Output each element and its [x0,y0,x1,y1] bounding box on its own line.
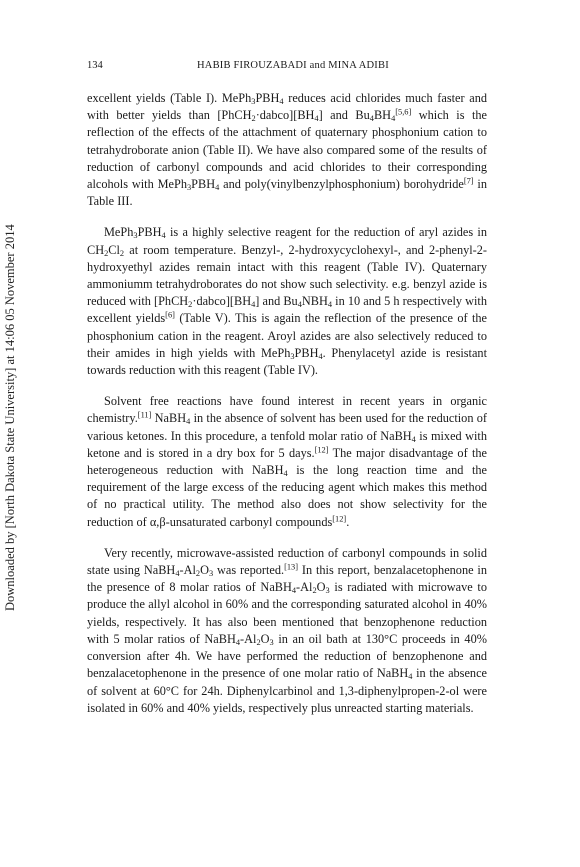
subscript-text: 4 [291,586,297,596]
running-header [87,58,487,74]
subscript-text: 3 [290,351,295,361]
download-watermark: Downloaded by [North Dakota State University] at 14:06 05 November 2014 [3,224,17,611]
subscript-text: 4 [215,183,220,193]
subscript-text: 4 [369,114,374,124]
subscript-text: 4 [186,417,191,427]
subscript-text: 2 [119,248,125,258]
subscript-text: 4 [314,114,319,124]
subscript-text: 4 [175,569,180,579]
subscript-text: 4 [283,469,288,479]
subscript-text: 3 [269,637,274,647]
superscript-citation: [13] [284,562,299,572]
subscript-text: 2 [312,586,317,596]
subscript-text: 4 [251,300,256,310]
paragraph: $MePh_3PBH_4$ is a highly selective reagent for the reduction of aryl azides in $CH_2Cl_2$ at room temperature. Benzyl-, 2-hydroxycyclohexyl-, and 2-phenyl-2-hydroxyethyl azides remain intact with this reagent (Table IV). Quaternary ammoniumm tetrahydroborates do not show such selectivity. e.g. benzyl azide is reduced with $[PhCH_2\cdot dabco][BH_4]$ and $Bu_4NBH_4$ in 10 and 5 h respectively with excellent yields[6] (Table V). This is again the reflection of the presence of the phosphonium cation in the reagent. Aroyl azides are also selectively reduced to their amides in high yields with $MePh_3PBH_4$. Phenylacetyl azide is resistant towards reduction with this reagent (Table IV). [87,225,488,378]
subscript-text: 4 [408,672,413,682]
superscript-citation: [12] [314,445,329,455]
page-number: 134 [87,60,103,71]
superscript-citation: [11] [137,410,152,420]
subscript-text: 2 [104,248,109,258]
subscript-text: 2 [195,569,201,579]
subscript-text: 4 [391,114,396,124]
subscript-text: 3 [133,231,138,241]
subscript-text: 4 [161,231,166,241]
superscript-citation: [5,6] [395,107,412,117]
subscript-text: 4 [235,637,241,647]
subscript-text: 4 [327,300,333,310]
subscript-text: 4 [297,300,302,310]
running-title: HABIB FIROUZABADI and MINA ADIBI [197,60,389,71]
paragraph: excellent yields (Table I). $MePh_3PBH_4$ reduces acid chlorides much faster and with better yields than $[PhCH_2\cdot dabco][BH_4]$ and $Bu_4BH_4[5,6]$ which is the reflection of the effects of the attachment of quaternary phosphonium cation to tetrahydroborate anion (Table II). We have also compared some of the results of reduction of carbonyl compounds and acid chlorides to their corresponding alcohols with $MePh_3PBH_4$ and poly(vinylbenzylphosphonium) borohydride[7] in Table III. [87,91,488,209]
article-body [87,90,487,717]
superscript-citation: [7] [463,176,474,186]
superscript-citation: [6] [165,310,175,320]
subscript-text: 4 [279,97,284,107]
subscript-text: 2 [251,114,256,124]
subscript-text: 3 [186,183,192,193]
paragraph: Solvent free reactions have found interest in recent years in organic chemistry.[11] NaBH$_4$ in the absence of solvent has been used for the reduction of various ketones. In this procedure, a tenfold molar ratio of NaBH$_4$ is mixed with ketone and is stored in a dry box for 5 days.[12] The major disadvantage of the heterogeneous reduction with NaBH$_4$ is the long reaction time and the requirement of the large excess of the reducing agent which makes this method of no practical utility. The method also does not show selectivity for the reduction of α,β-unsaturated carbonyl compounds[12]. [87,394,487,529]
subscript-text: 3 [209,569,214,579]
subscript-text: 3 [251,97,256,107]
subscript-text: 4 [318,351,323,361]
paragraph: Very recently, microwave-assisted reduction of carbonyl compounds in solid state using $NaBH_4-Al_2O_3$ was reported.[13] In this report, benzalacetophenone in the presence of 8 molar ratios of $NaBH_4-Al_2O_3$ is radiated with microwave to produce the allyl alcohol in 60% and the corresponding saturated alcohol in 40% yields, respectively. It has also been mentioned that benzophenone reduction with 5 molar ratios of $NaBH_4-Al_2O_3$ in an oil bath at 130°C proceeds in 40% conversion after 4h. We have performed the reduction of benzophenone and benzalacetophenone in the presence of one molar ratio of NaBH$_4$ in the absence of solvent at 60°C for 24h. Diphenylcarbinol and 1,3-diphenylpropen-2-ol were isolated in 60% and 40% yields, respectively plus unreacted starting materials. [87,545,487,715]
subscript-text: 3 [325,586,330,596]
superscript-citation: [12] [332,514,347,524]
subscript-text: 2 [256,637,261,647]
subscript-text: 4 [411,434,416,444]
subscript-text: 2 [188,300,193,310]
